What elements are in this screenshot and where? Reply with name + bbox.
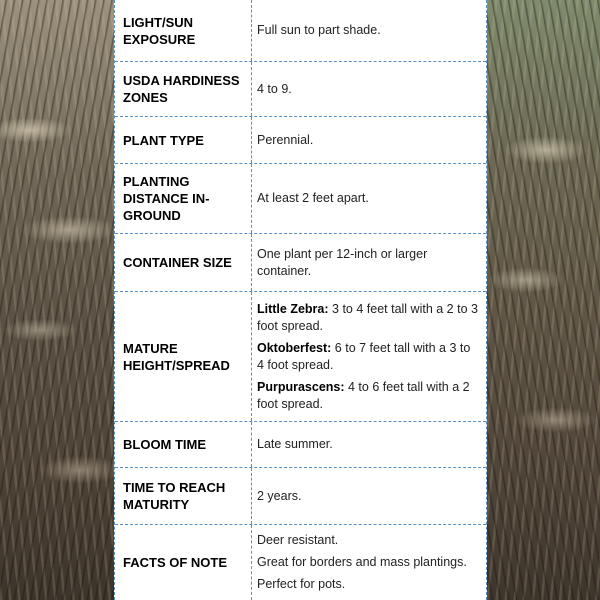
row-value bbox=[252, 0, 486, 61]
variety-text: 6 to 7 feet tall with a 3 to 4 foot spread. bbox=[257, 340, 471, 372]
row-value bbox=[252, 117, 486, 163]
row-value bbox=[252, 164, 486, 233]
table-row bbox=[115, 0, 486, 62]
table-row bbox=[115, 525, 486, 600]
row-value bbox=[252, 468, 486, 524]
variety-name: Oktoberfest: bbox=[257, 340, 332, 355]
value-text: 4 to 9. bbox=[257, 81, 292, 96]
variety-text: 3 to 4 feet tall with a 2 to 3 foot spread. bbox=[257, 301, 478, 333]
variety-entry bbox=[257, 340, 480, 374]
table-row bbox=[115, 117, 486, 164]
value-text: At least 2 feet apart. bbox=[257, 191, 369, 205]
table-row bbox=[115, 468, 486, 525]
row-label: USDA HARDINESS ZONES bbox=[115, 62, 252, 116]
variety-name: Little Zebra: bbox=[257, 301, 329, 316]
value-text: Late summer. bbox=[257, 437, 333, 451]
table-row bbox=[115, 234, 486, 292]
variety-text: 4 to 6 feet tall with a 2 foot spread. bbox=[257, 379, 470, 411]
fact-item: Great for borders and mass plantings. bbox=[257, 555, 467, 569]
value-text: 2 years. bbox=[257, 488, 302, 503]
grass-photo-right bbox=[486, 0, 600, 600]
variety-entry bbox=[257, 301, 480, 335]
plant-info-table bbox=[114, 0, 487, 600]
variety-name: Purpurascens: bbox=[257, 379, 345, 394]
value-text: Full sun to part shade. bbox=[257, 23, 381, 37]
row-label: BLOOM TIME bbox=[115, 422, 252, 467]
row-label: LIGHT/SUN EXPOSURE bbox=[115, 0, 252, 61]
value-text: One plant per 12-inch or larger container. bbox=[257, 246, 428, 278]
grass-photo-left bbox=[0, 0, 114, 600]
row-value bbox=[252, 62, 486, 116]
row-label: TIME TO REACH MATURITY bbox=[115, 468, 252, 524]
row-label: MATURE HEIGHT/SPREAD bbox=[115, 292, 252, 421]
table-row bbox=[115, 62, 486, 117]
row-label: FACTS OF NOTE bbox=[115, 525, 252, 600]
row-label: PLANTING DISTANCE IN-GROUND bbox=[115, 164, 252, 233]
value-text: Perennial. bbox=[257, 132, 314, 147]
row-value bbox=[252, 422, 486, 467]
row-label: PLANT TYPE bbox=[115, 117, 252, 163]
fact-item: Perfect for pots. bbox=[257, 577, 346, 591]
row-value bbox=[252, 292, 486, 421]
row-label: CONTAINER SIZE bbox=[115, 234, 252, 291]
row-value bbox=[252, 525, 486, 600]
table-row bbox=[115, 292, 486, 422]
table-row bbox=[115, 422, 486, 468]
variety-entry bbox=[257, 379, 480, 413]
table-row bbox=[115, 164, 486, 234]
row-value bbox=[252, 234, 486, 291]
fact-item: Deer resistant. bbox=[257, 533, 339, 547]
